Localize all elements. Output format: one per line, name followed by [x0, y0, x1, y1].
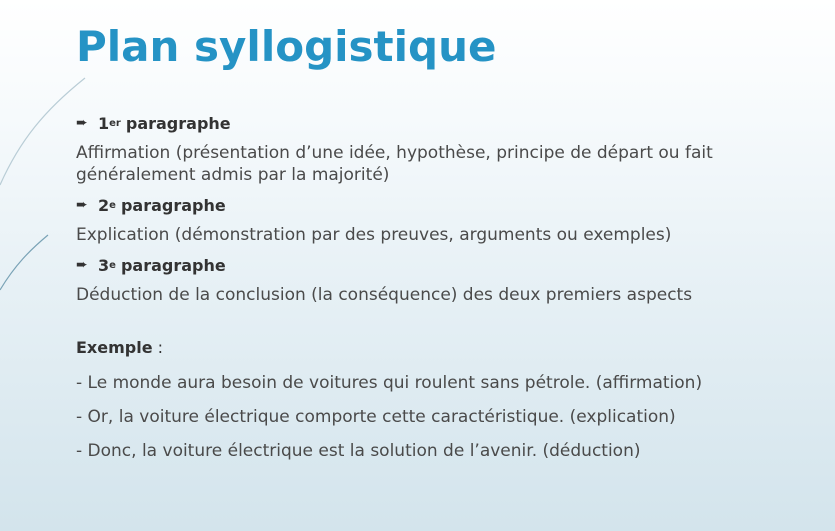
- paragraph-number: 2: [98, 195, 110, 215]
- arrow-right-icon: ➨: [76, 197, 88, 213]
- arrow-right-icon: ➨: [76, 115, 88, 131]
- paragraph-number: 3: [98, 255, 110, 275]
- example-item-2: - Or, la voiture électrique comporte cette caractéristique. (explication): [76, 407, 676, 427]
- paragraph-label: paragraphe: [125, 113, 231, 133]
- paragraph-label: paragraphe: [120, 195, 226, 215]
- paragraph-text-2: Explication (démonstration par des preuves, arguments ou exemples): [76, 225, 672, 245]
- example-heading: [76, 338, 826, 364]
- slide-content: [76, 110, 826, 474]
- paragraph-number: 1: [98, 113, 110, 133]
- paragraph-heading-1: [76, 110, 826, 136]
- paragraph-label: paragraphe: [120, 255, 226, 275]
- paragraph-heading-3: [76, 252, 826, 278]
- paragraph-suffix: e: [109, 199, 116, 211]
- example-colon: :: [152, 338, 164, 357]
- slide-title: Plan syllogistique: [76, 22, 497, 71]
- paragraph-text-1: Affirmation (présentation d’une idée, hypothèse, principe de départ ou fait généralement admis par la majorité): [76, 143, 713, 185]
- example-item-1: - Le monde aura besoin de voitures qui roulent sans pétrole. (affirmation): [76, 373, 703, 393]
- paragraph-text-3: Déduction de la conclusion (la conséquence) des deux premiers aspects: [76, 285, 693, 305]
- paragraph-suffix: e: [109, 259, 116, 271]
- paragraph-heading-2: [76, 192, 826, 218]
- example-label: Exemple: [76, 338, 153, 357]
- paragraph-suffix: er: [109, 117, 121, 129]
- example-item-3: - Donc, la voiture électrique est la solution de l’avenir. (déduction): [76, 441, 641, 461]
- arrow-right-icon: ➨: [76, 257, 88, 273]
